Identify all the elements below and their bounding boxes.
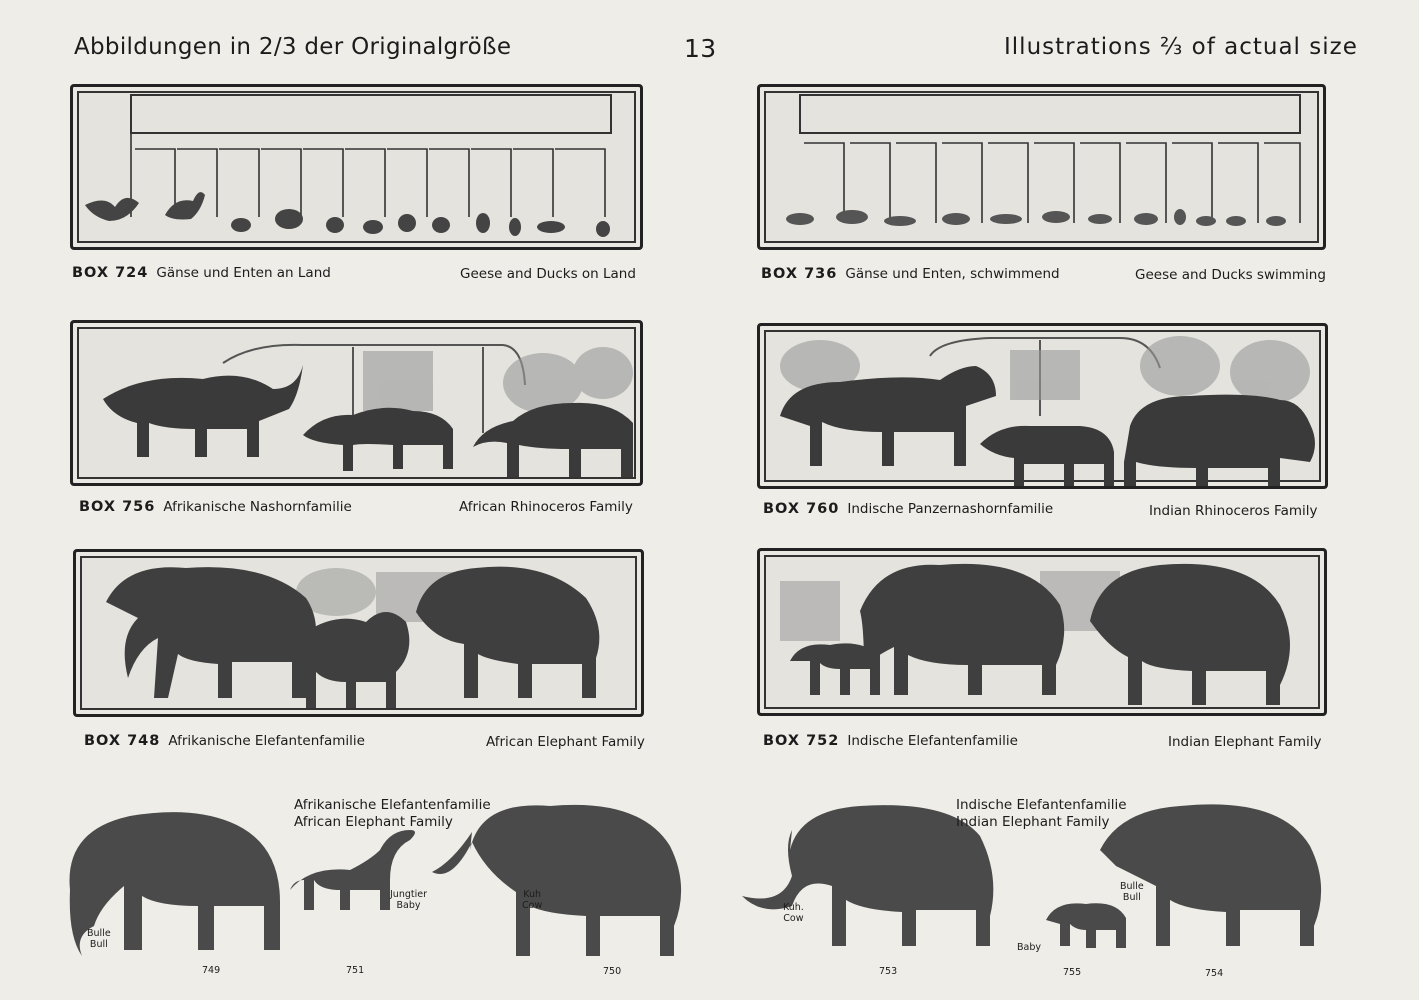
box-752-number: BOX 752 <box>763 733 840 749</box>
box-760-number: BOX 760 <box>763 501 840 517</box>
box-724-german: Gänse und Enten an Land <box>156 265 331 281</box>
african-title-en: African Elephant Family <box>294 814 453 830</box>
label-cow-en: Cow <box>522 900 543 911</box>
figure-number: 754 <box>1205 968 1224 979</box>
box-736-german: Gänse und Enten, schwimmend <box>845 266 1060 282</box>
box-748-caption <box>84 733 365 749</box>
figure-number: 751 <box>346 965 365 976</box>
elephant-figures-illustration <box>0 780 1419 980</box>
label-young-en: Baby <box>396 900 421 911</box>
header-right: Illustrations ⅔ of actual size <box>1004 34 1358 60</box>
box-756-number: BOX 756 <box>79 499 156 515</box>
box-752-caption <box>763 733 1018 749</box>
box-748-number: BOX 748 <box>84 733 161 749</box>
indian-title-de: Indische Elefantenfamilie <box>956 797 1127 813</box>
box-756-german: Afrikanische Nashornfamilie <box>163 499 352 515</box>
figure-number: 750 <box>603 966 622 977</box>
box-748-german: Afrikanische Elefantenfamilie <box>168 733 365 749</box>
label-cow-de: Kuh <box>523 889 542 900</box>
box-736-english: Geese and Ducks swimming <box>1135 267 1326 283</box>
figure-number: 753 <box>879 966 898 977</box>
box-760-caption <box>763 501 1053 517</box>
box-756-caption <box>79 499 352 515</box>
box-760-german: Indische Panzernashornfamilie <box>847 501 1054 517</box>
label-indian-baby: Baby <box>1017 942 1041 953</box>
african-title-de: Afrikanische Elefantenfamilie <box>294 797 491 813</box>
label-indian-bull-de: Bulle <box>1120 881 1144 892</box>
box-748-image <box>73 549 644 717</box>
label-cow <box>522 889 542 911</box>
box-748-english: African Elephant Family <box>486 734 645 750</box>
page-number: 13 <box>684 34 717 63</box>
label-indian-cow <box>783 902 804 924</box>
box-724-caption <box>72 265 331 281</box>
box-756-english: African Rhinoceros Family <box>459 499 633 515</box>
label-indian-cow-de: Kuh. <box>783 902 804 913</box>
box-756-image <box>70 320 643 486</box>
box-724-image <box>70 84 643 250</box>
box-760-image <box>757 323 1328 489</box>
box-752-german: Indische Elefantenfamilie <box>847 733 1018 749</box>
label-indian-cow-en: Cow <box>783 913 804 924</box>
box-752-image <box>757 548 1327 716</box>
box-736-image <box>757 84 1326 250</box>
figure-number: 749 <box>202 965 221 976</box>
label-bull-de: Bulle <box>87 928 111 939</box>
label-indian-bull <box>1120 881 1144 903</box>
box-760-english: Indian Rhinoceros Family <box>1149 503 1318 519</box>
header-left: Abbildungen in 2/3 der Originalgröße <box>74 34 512 60</box>
figure-number: 755 <box>1063 967 1082 978</box>
label-indian-bull-en: Bull <box>1122 892 1141 903</box>
label-bull-en: Bull <box>89 939 108 950</box>
indian-family-title <box>956 797 1127 831</box>
indian-title-en: Indian Elephant Family <box>956 814 1110 830</box>
box-736-number: BOX 736 <box>761 266 838 282</box>
label-young-de: Jungtier <box>390 889 427 900</box>
box-752-english: Indian Elephant Family <box>1168 734 1322 750</box>
african-family-title <box>294 797 491 831</box>
label-young <box>390 889 427 911</box>
box-724-number: BOX 724 <box>72 265 149 281</box>
label-bull <box>87 928 111 950</box>
box-724-english: Geese and Ducks on Land <box>460 266 636 282</box>
box-736-caption <box>761 266 1060 282</box>
